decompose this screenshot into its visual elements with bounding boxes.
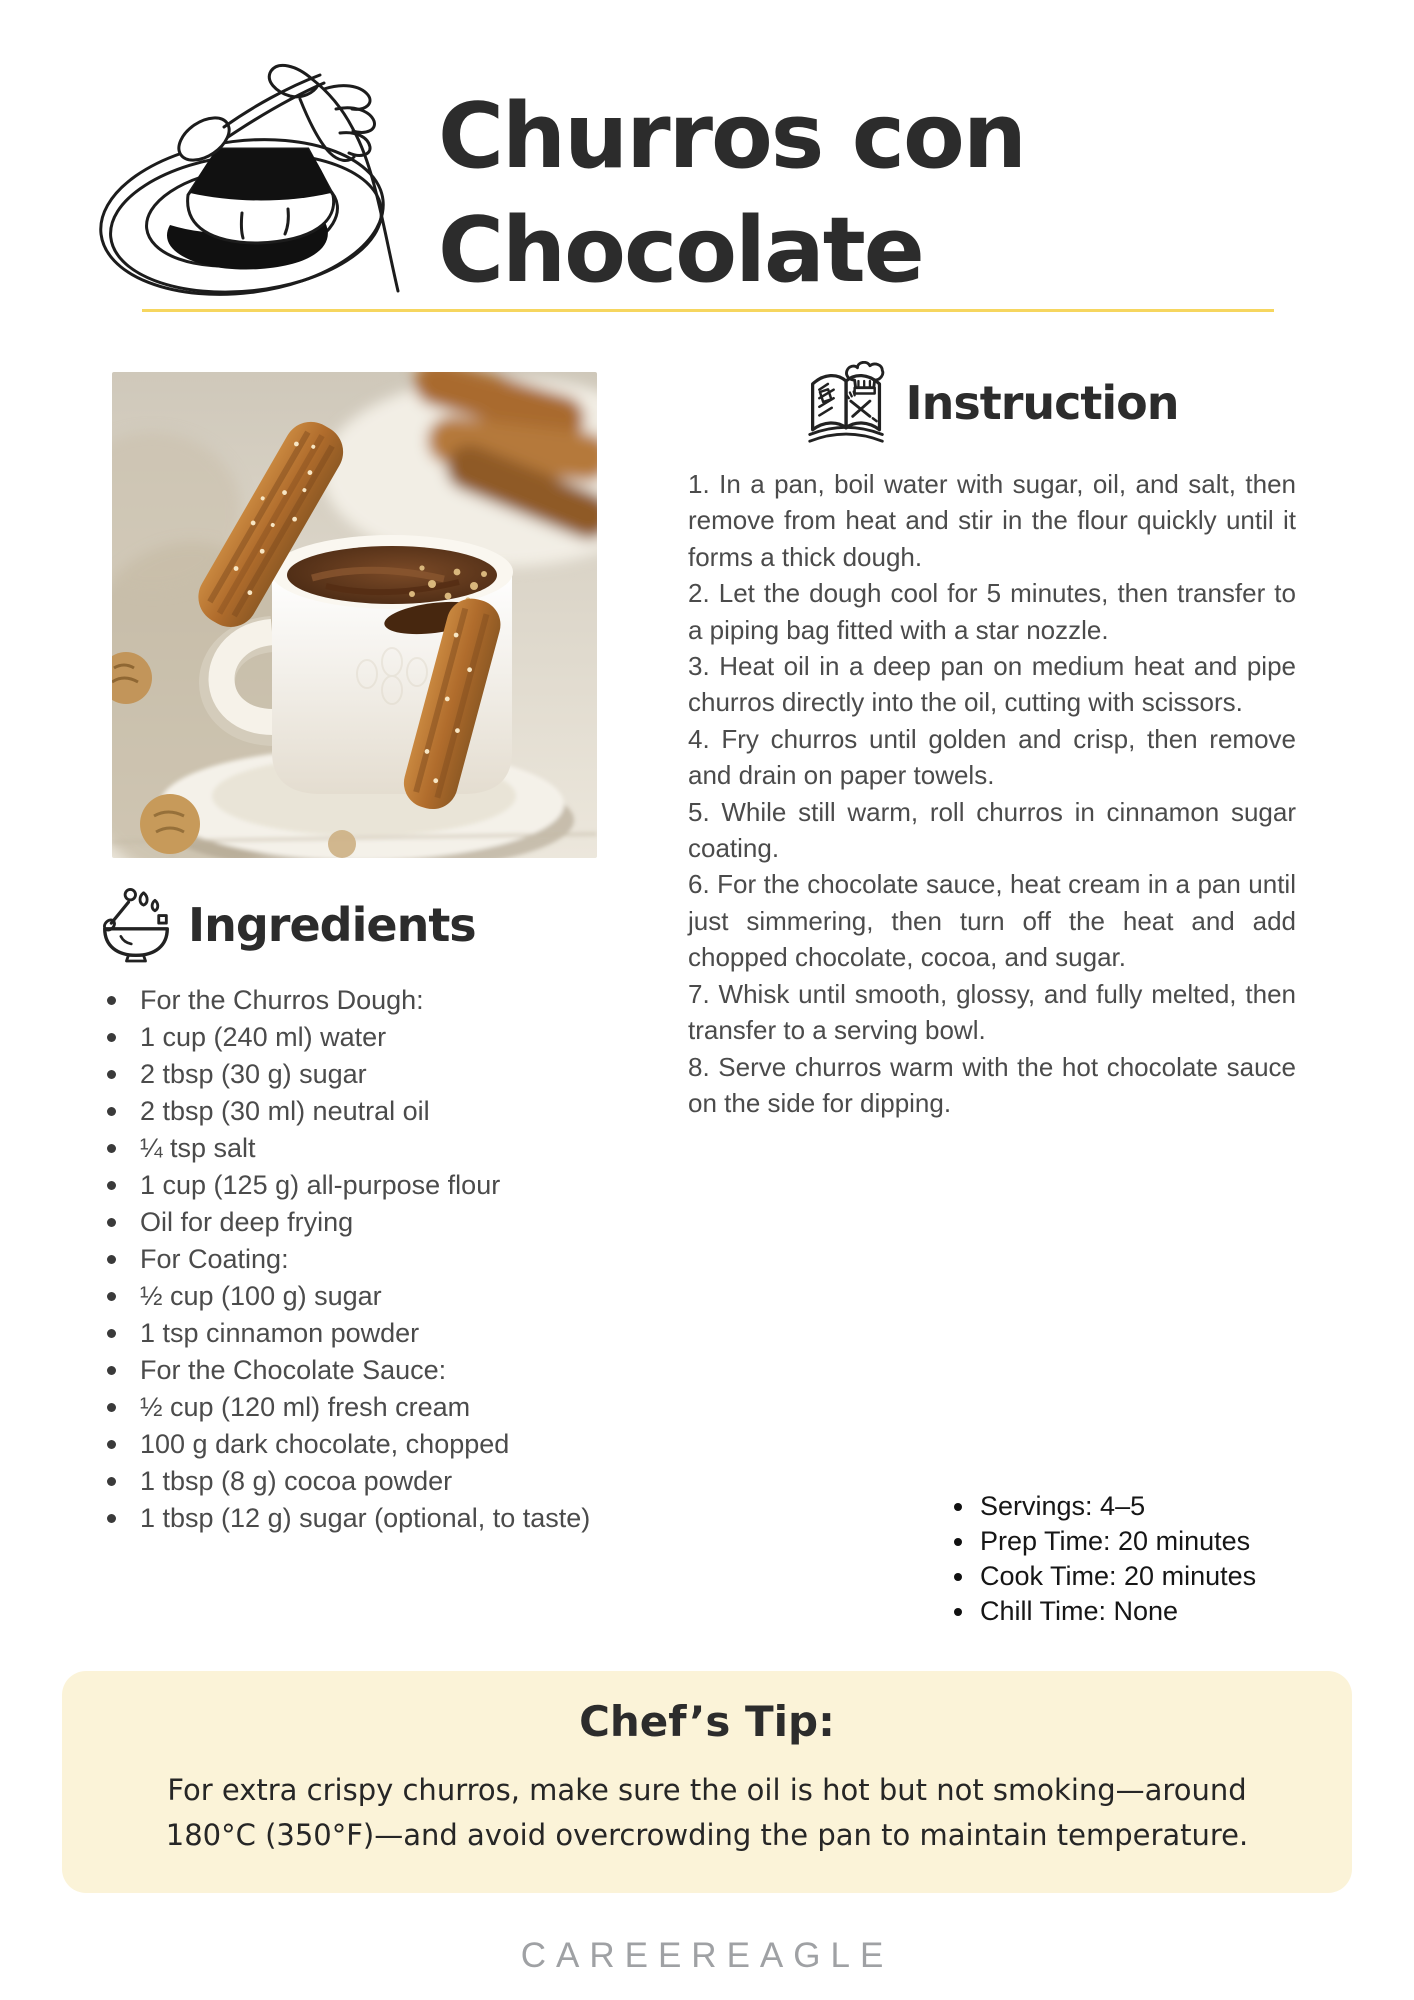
meta-cook-time: Cook Time: 20 minutes	[950, 1559, 1256, 1594]
meta-chill-time: Chill Time: None	[950, 1594, 1256, 1629]
ingredient-item: Oil for deep frying	[100, 1204, 605, 1241]
ingredients-bowl-icon	[100, 885, 172, 965]
page-title	[438, 80, 1025, 308]
brand-logo: CAREEREAGLE	[520, 1936, 894, 1975]
instruction-step: 3. Heat oil in a deep pan on medium heat and pipe churros directly into the oil, cutting with scissors.	[688, 651, 1296, 718]
food-photo-art	[112, 372, 597, 858]
ingredient-item: 1 tbsp (12 g) sugar (optional, to taste)	[100, 1500, 605, 1537]
instruction-step: 1. In a pan, boil water with sugar, oil, and salt, then remove from heat and stir in the flour quickly until it forms a thick dough.	[688, 469, 1296, 572]
instruction-step: 5. While still warm, roll churros in cinnamon sugar coating.	[688, 796, 1296, 864]
instruction-step: 8. Serve churros warm with the hot chocolate sauce on the side for dipping.	[688, 1051, 1296, 1118]
ingredient-item: For Coating:	[100, 1241, 605, 1278]
ingredient-item: 1 tsp cinnamon powder	[100, 1315, 605, 1352]
ingredients-heading: Ingredients	[188, 898, 476, 952]
meta-servings: Servings: 4–5	[950, 1489, 1256, 1524]
hand-dipping-spoon-into-flan-on-plate-illustration	[92, 45, 410, 303]
page-title-line1: Churros con	[438, 84, 1025, 189]
instructions-steps	[688, 466, 1296, 1121]
instruction-step: 7. Whisk until smooth, glossy, and fully melted, then transfer to a serving bowl.	[688, 978, 1296, 1046]
chefs-tip-body: For extra crispy churros, make sure the oil is hot but not smoking—around 180°C (350°F)—and avoid overcrowding the pan to maintain temperature.	[165, 1773, 1249, 1852]
instructions-header	[688, 360, 1296, 446]
ingredients-header	[100, 882, 605, 968]
meta-prep-time: Prep Time: 20 minutes	[950, 1524, 1256, 1559]
page-title-line2: Chocolate	[438, 198, 923, 303]
ingredient-item: 1 cup (240 ml) water	[100, 1019, 605, 1056]
churro-dipped-in-chocolate-cup-photo	[112, 372, 597, 858]
instructions-section	[688, 360, 1296, 1121]
ingredient-item: 2 tbsp (30 ml) neutral oil	[100, 1093, 605, 1130]
title-underline-accent	[142, 309, 1274, 312]
ingredient-item: 1 cup (125 g) all-purpose flour	[100, 1167, 605, 1204]
ingredient-item: ½ cup (120 ml) fresh cream	[100, 1389, 605, 1426]
instructions-heading: Instruction	[905, 376, 1179, 430]
ingredient-item: ½ cup (100 g) sugar	[100, 1278, 605, 1315]
ingredient-item: For the Chocolate Sauce:	[100, 1352, 605, 1389]
ingredient-item: ¼ tsp salt	[100, 1130, 605, 1167]
ingredients-list	[100, 982, 605, 1537]
ingredient-item: 2 tbsp (30 g) sugar	[100, 1056, 605, 1093]
chefs-tip-heading: Chef’s Tip:	[579, 1697, 835, 1746]
recipe-meta-list	[950, 1489, 1256, 1629]
recipe-book-chef-hat-icon	[805, 361, 889, 445]
instruction-step: 2. Let the dough cool for 5 minutes, then transfer to a piping bag fitted with a star nozzle.	[688, 578, 1296, 645]
chefs-tip-box	[62, 1671, 1352, 1893]
ingredient-item: For the Churros Dough:	[100, 982, 605, 1019]
ingredient-item: 1 tbsp (8 g) cocoa powder	[100, 1463, 605, 1500]
hand-spoon-dessert-line-art	[92, 45, 410, 303]
instruction-step: 4. Fry churros until golden and crisp, then remove and drain on paper towels.	[688, 723, 1296, 791]
ingredients-section	[100, 882, 605, 1537]
ingredient-item: 100 g dark chocolate, chopped	[100, 1426, 605, 1463]
instruction-step: 6. For the chocolate sauce, heat cream in a pan until just simmering, then turn off the heat and add chopped chocolate, cocoa, and sugar.	[688, 869, 1296, 973]
